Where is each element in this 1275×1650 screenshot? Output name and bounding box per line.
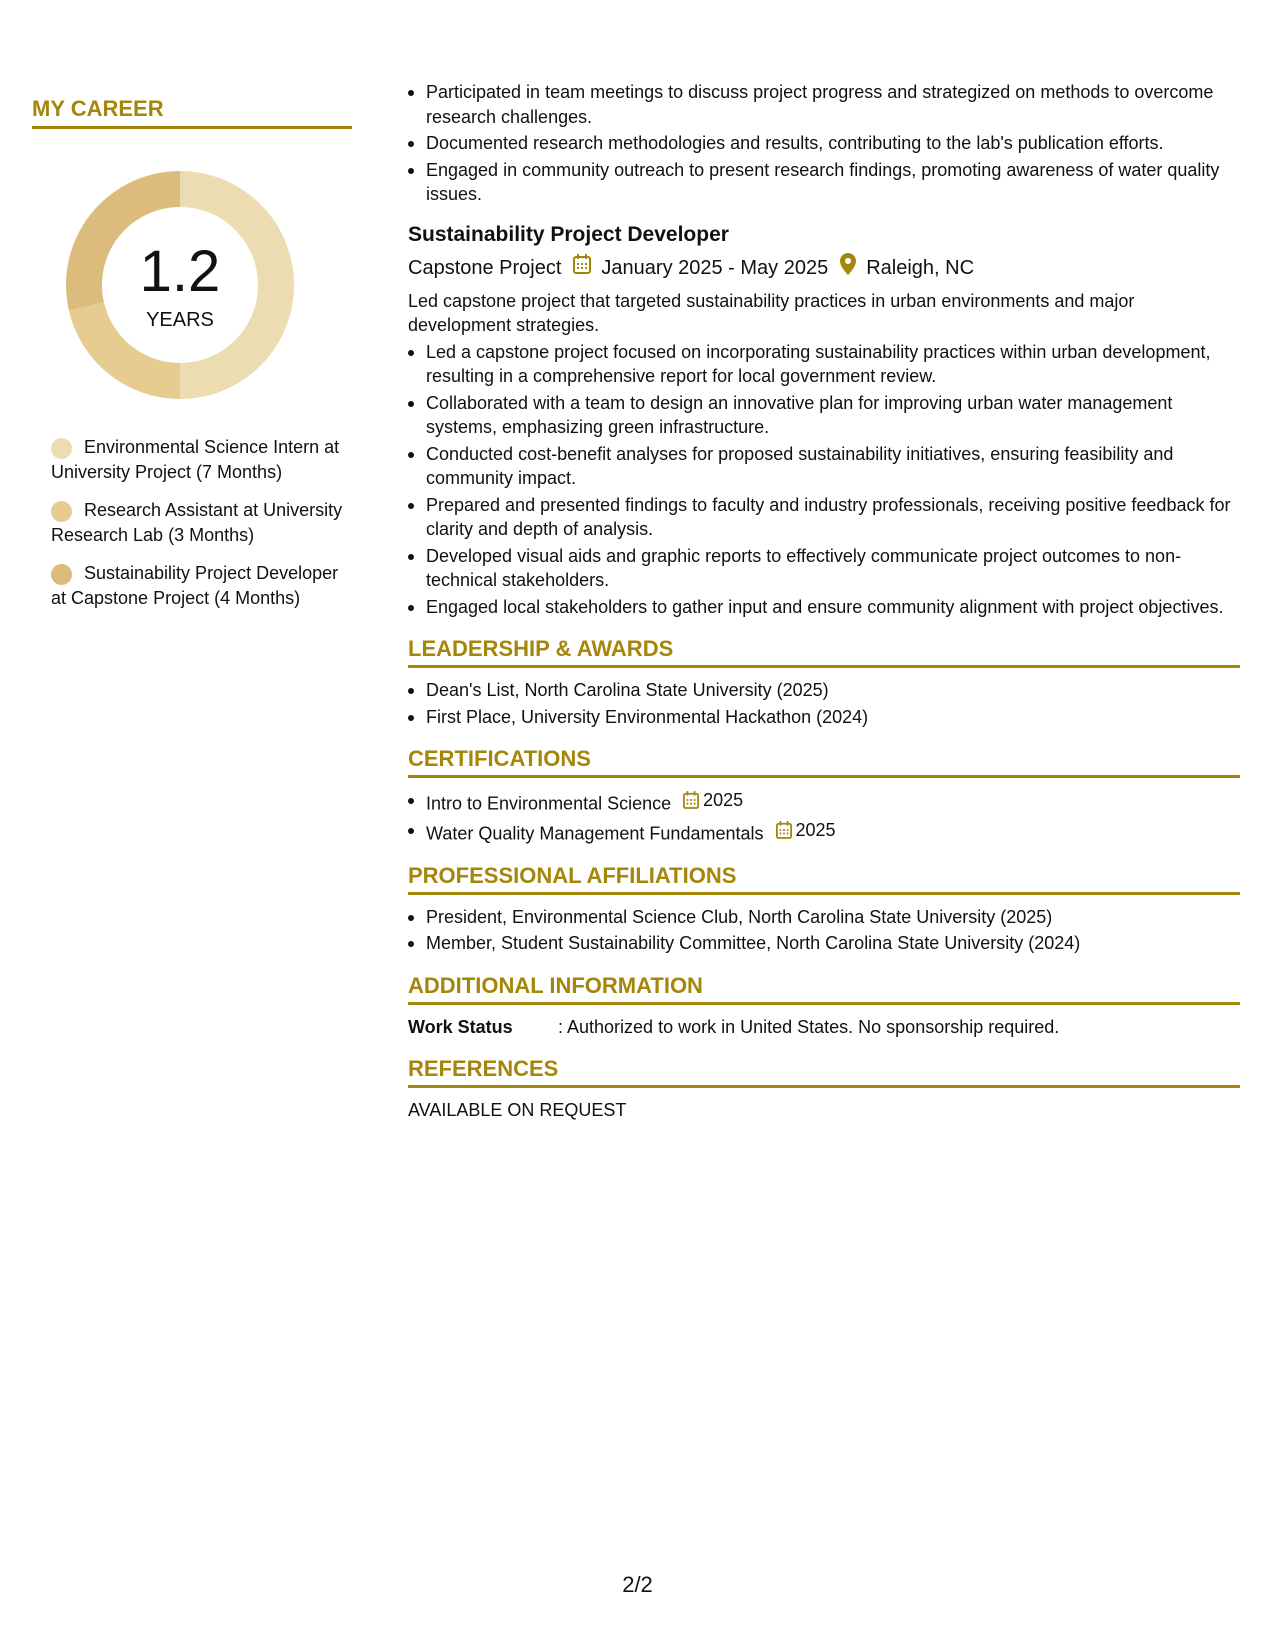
career-total-unit: YEARS — [146, 309, 214, 331]
list-item: Collaborated with a team to design an innovative plan for improving urban water management systems, emphasizing green infrastructure. — [408, 391, 1240, 440]
career-legend-item — [51, 561, 347, 610]
list-item — [408, 788, 1240, 816]
references-text: AVAILABLE ON REQUEST — [408, 1099, 627, 1120]
leadership-list — [408, 678, 1240, 729]
additional-info-section-title: ADDITIONAL INFORMATION — [408, 972, 1240, 1005]
donut-center — [66, 171, 294, 399]
calendar-icon — [776, 821, 792, 839]
career-sidebar — [32, 96, 352, 624]
certifications-section-title: CERTIFICATIONS — [408, 745, 1240, 778]
career-legend-text: Research Assistant at University Research Lab (3 Months) — [51, 500, 343, 545]
list-item: Developed visual aids and graphic reports to effectively communicate project outcomes to non-technical stakeholders. — [408, 544, 1240, 593]
list-item: President, Environmental Science Club, North Carolina State University (2025) — [408, 905, 1240, 930]
list-item: Dean's List, North Carolina State University (2025) — [408, 678, 1240, 703]
list-item: First Place, University Environmental Hackathon (2024) — [408, 705, 1240, 730]
job-company: Capstone Project — [408, 256, 562, 279]
career-legend-text: Environmental Science Intern at University Project (7 Months) — [51, 437, 340, 482]
list-item: Member, Student Sustainability Committee, North Carolina State University (2024) — [408, 931, 1240, 956]
cert-date — [683, 788, 743, 813]
work-status-label: Work Status — [408, 1016, 513, 1037]
certifications-list — [408, 788, 1240, 846]
list-item: Conducted cost-benefit analyses for proposed sustainability initiatives, ensuring feasibility and community impact. — [408, 442, 1240, 491]
legend-dot — [51, 438, 72, 459]
leadership-section-title: LEADERSHIP & AWARDS — [408, 635, 1240, 668]
cert-year: 2025 — [703, 790, 744, 810]
list-item: Documented research methodologies and results, contributing to the lab's publication efforts. — [408, 131, 1240, 156]
legend-dot — [51, 564, 72, 585]
career-legend-item — [51, 435, 347, 484]
main-content — [408, 80, 1240, 1122]
cert-date — [776, 818, 836, 843]
work-status-value: : Authorized to work in United States. No sponsorship required. — [558, 1016, 1060, 1037]
career-total-value: 1.2 — [139, 239, 221, 304]
calendar-icon — [573, 254, 591, 282]
cert-year: 2025 — [795, 819, 836, 840]
cert-name: Intro to Environmental Science — [426, 793, 672, 814]
career-section-title: MY CAREER — [32, 96, 352, 129]
legend-dot — [51, 501, 72, 522]
previous-job-bullets — [408, 80, 1240, 207]
career-donut-chart — [66, 171, 294, 399]
career-legend-text: Sustainability Project Developer at Capstone Project (4 Months) — [51, 563, 339, 608]
list-item: Engaged local stakeholders to gather input and ensure community alignment with project objectives. — [408, 595, 1240, 620]
work-status-row — [408, 1015, 1240, 1039]
career-legend-item — [51, 498, 347, 547]
list-item: Prepared and presented findings to faculty and industry professionals, receiving positive feedback for clarity and depth of analysis. — [408, 493, 1240, 542]
references-section-title: REFERENCES — [408, 1055, 1240, 1088]
list-item: Participated in team meetings to discuss project progress and strategized on methods to overcome research challenges. — [408, 80, 1240, 129]
cert-name: Water Quality Management Fundamentals — [426, 823, 764, 843]
location-pin-icon — [840, 253, 856, 283]
page-number: 2/2 — [622, 1572, 653, 1597]
affiliations-section-title: PROFESSIONAL AFFILIATIONS — [408, 862, 1240, 895]
affiliations-list — [408, 905, 1240, 956]
list-item: Led a capstone project focused on incorporating sustainability practices within urban development, resulting in a comprehensive report for local government review. — [408, 340, 1240, 389]
calendar-icon — [683, 791, 699, 809]
job-description: Led capstone project that targeted sustainability practices in urban environments and major development strategies. — [408, 290, 1135, 335]
job-dates: January 2025 - May 2025 — [601, 256, 829, 279]
list-item: Engaged in community outreach to present research findings, promoting awareness of water quality issues. — [408, 158, 1240, 207]
job-title: Sustainability Project Developer — [408, 222, 729, 246]
job-bullets — [408, 340, 1240, 620]
job-location: Raleigh, NC — [866, 256, 975, 279]
job-meta — [408, 253, 1240, 283]
list-item — [408, 818, 1240, 846]
career-legend — [51, 435, 347, 610]
